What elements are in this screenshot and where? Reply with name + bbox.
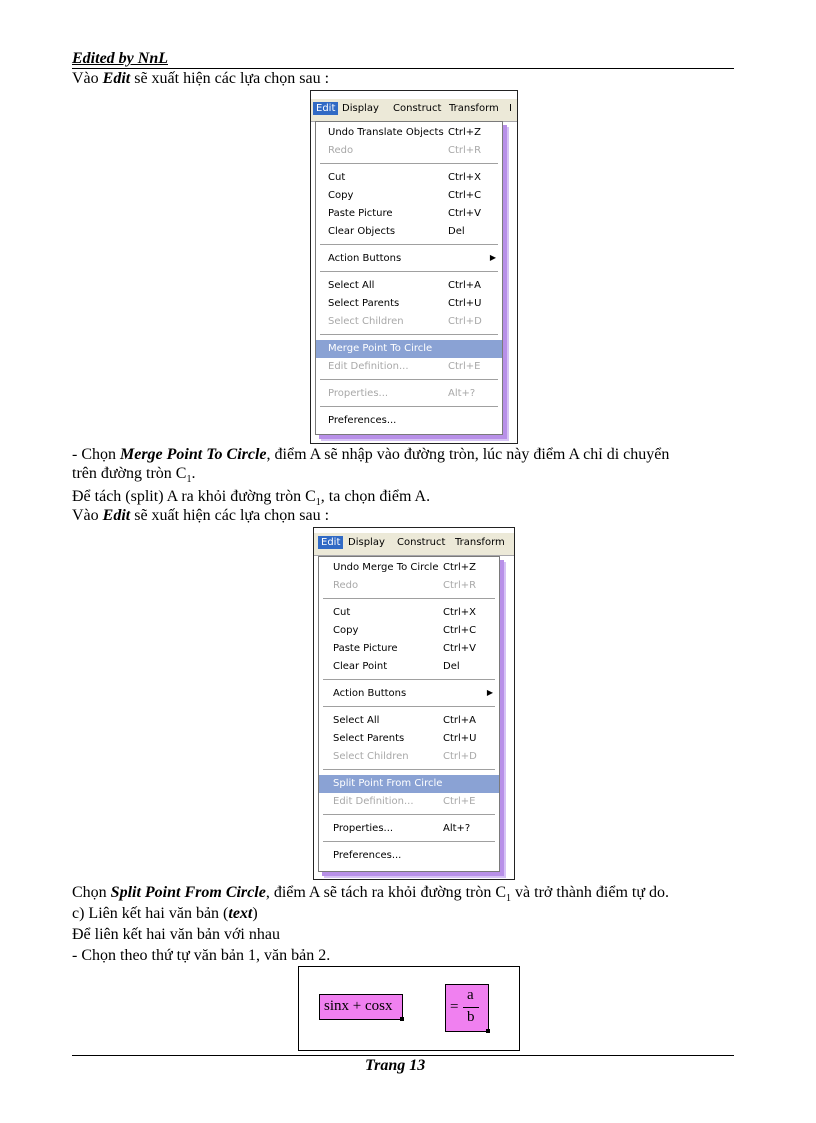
menu-edit[interactable]: Edit <box>313 102 338 115</box>
selection-handle[interactable] <box>400 1017 404 1021</box>
header-rule <box>72 68 734 69</box>
menu-item-select-parents[interactable]: Select Parents Ctrl+U <box>333 733 477 744</box>
header-author: Edited by NnL <box>72 50 168 67</box>
text-box-1[interactable] <box>319 994 403 1020</box>
menu-item-cut[interactable]: Cut Ctrl+X <box>328 172 482 183</box>
menu-item-undo[interactable]: Undo Merge To Circle Ctrl+Z <box>333 562 477 573</box>
menu-item-select-children: Select Children Ctrl+D <box>333 751 477 762</box>
fraction-bar <box>463 1007 479 1008</box>
para3-line2: c) Liên kết hai văn bản (text) <box>72 905 258 922</box>
menu-item-cut[interactable]: Cut Ctrl+X <box>333 607 477 618</box>
menu-item-preferences[interactable]: Preferences... <box>333 850 402 861</box>
text-1: sinx + cosx <box>324 998 393 1014</box>
footer-rule <box>72 1055 734 1056</box>
para2-line3: Để tách (split) A ra khỏi đường tròn $C_1$, ta chọn điểm A. <box>72 488 431 509</box>
menu-item-redo: Redo Ctrl+R <box>333 580 477 591</box>
menu-screenshot-1 <box>310 90 518 444</box>
separator <box>323 769 495 770</box>
menu-edit[interactable]: Edit <box>318 536 343 549</box>
separator <box>320 163 498 164</box>
separator <box>320 244 498 245</box>
menu-item-copy[interactable]: Copy Ctrl+C <box>328 190 482 201</box>
menu-item-paste-picture[interactable]: Paste Picture Ctrl+V <box>328 208 482 219</box>
para1 <box>72 70 329 88</box>
menu-item-redo: Redo Ctrl+R <box>328 145 482 156</box>
menu-item-action-buttons[interactable]: Action Buttons ▶ <box>333 688 493 699</box>
edit-dropdown <box>315 121 503 435</box>
selection-handle[interactable] <box>486 1029 490 1033</box>
menu-item-merge-point-to-circle[interactable]: Merge Point To Circle <box>316 340 502 358</box>
para1-prefix: Vào <box>72 70 103 87</box>
edit-dropdown <box>318 556 500 872</box>
separator <box>323 679 495 680</box>
para3-line4: - Chọn theo thứ tự văn bản 1, văn bản 2. <box>72 947 331 964</box>
footer-page-number: Trang 13 <box>365 1057 426 1074</box>
separator <box>320 271 498 272</box>
fraction-denominator: b <box>467 1009 475 1025</box>
menu-item-select-children: Select Children Ctrl+D <box>328 316 482 327</box>
para2-line2: trên đường tròn $C_1$. <box>72 465 196 486</box>
menu-screenshot-2 <box>313 527 515 880</box>
submenu-arrow-icon: ▶ <box>486 688 493 697</box>
menu-item-preferences[interactable]: Preferences... <box>328 415 397 426</box>
menu-item-select-all[interactable]: Select All Ctrl+A <box>333 715 477 726</box>
fraction-numerator: a <box>467 987 474 1003</box>
menu-item-select-all[interactable]: Select All Ctrl+A <box>328 280 482 291</box>
menu-display[interactable]: Display <box>342 103 379 114</box>
menu-item-paste-picture[interactable]: Paste Picture Ctrl+V <box>333 643 477 654</box>
text-link-screenshot <box>298 966 520 1051</box>
menu-display[interactable]: Display <box>348 537 385 548</box>
menu-item-undo[interactable]: Undo Translate Objects Ctrl+Z <box>328 127 482 138</box>
submenu-arrow-icon: ▶ <box>489 253 496 262</box>
menu-transform[interactable]: Transform <box>455 537 505 548</box>
para2-line4: Vào Edit sẽ xuất hiện các lựa chọn sau : <box>72 507 330 524</box>
para2-line1: - Chọn Merge Point To Circle, điểm A sẽ nhập vào đường tròn, lúc này điểm A chỉ di chuyển <box>72 446 670 463</box>
menu-item-clear-point[interactable]: Clear Point Del <box>333 661 460 672</box>
menu-item-edit-definition: Edit Definition... Ctrl+E <box>328 361 481 372</box>
separator <box>323 706 495 707</box>
menu-transform[interactable]: Transform <box>449 103 499 114</box>
menu-item-action-buttons[interactable]: Action Buttons ▶ <box>328 253 496 264</box>
separator <box>320 334 498 335</box>
menu-item-copy[interactable]: Copy Ctrl+C <box>333 625 477 636</box>
separator <box>320 379 498 380</box>
menubar <box>314 533 514 556</box>
menu-item-properties: Properties... Alt+? <box>328 388 476 399</box>
menu-construct[interactable]: Construct <box>393 103 442 114</box>
menu-item-split-point-from-circle[interactable]: Split Point From Circle <box>319 775 499 793</box>
menu-more[interactable]: I <box>509 103 512 114</box>
menu-item-properties[interactable]: Properties... Alt+? <box>333 823 471 834</box>
separator <box>320 406 498 407</box>
menu-item-clear-objects[interactable]: Clear Objects Del <box>328 226 465 237</box>
menu-construct[interactable]: Construct <box>397 537 446 548</box>
separator <box>323 598 495 599</box>
menubar <box>311 99 517 122</box>
para1-suffix: sẽ xuất hiện các lựa chọn sau : <box>130 70 330 87</box>
menu-item-select-parents[interactable]: Select Parents Ctrl+U <box>328 298 482 309</box>
para3-line1: Chọn Split Point From Circle, điểm A sẽ tách ra khỏi đường tròn $C_1$ và trở thành điểm tự do. <box>72 884 670 905</box>
text-box-2[interactable] <box>445 984 489 1032</box>
menu-item-edit-definition: Edit Definition... Ctrl+E <box>333 796 476 807</box>
para3-line3: Để liên kết hai văn bản với nhau <box>72 926 280 943</box>
separator <box>323 841 495 842</box>
separator <box>323 814 495 815</box>
para1-menu-word: Edit <box>102 70 131 87</box>
equals-sign: = <box>450 999 459 1015</box>
